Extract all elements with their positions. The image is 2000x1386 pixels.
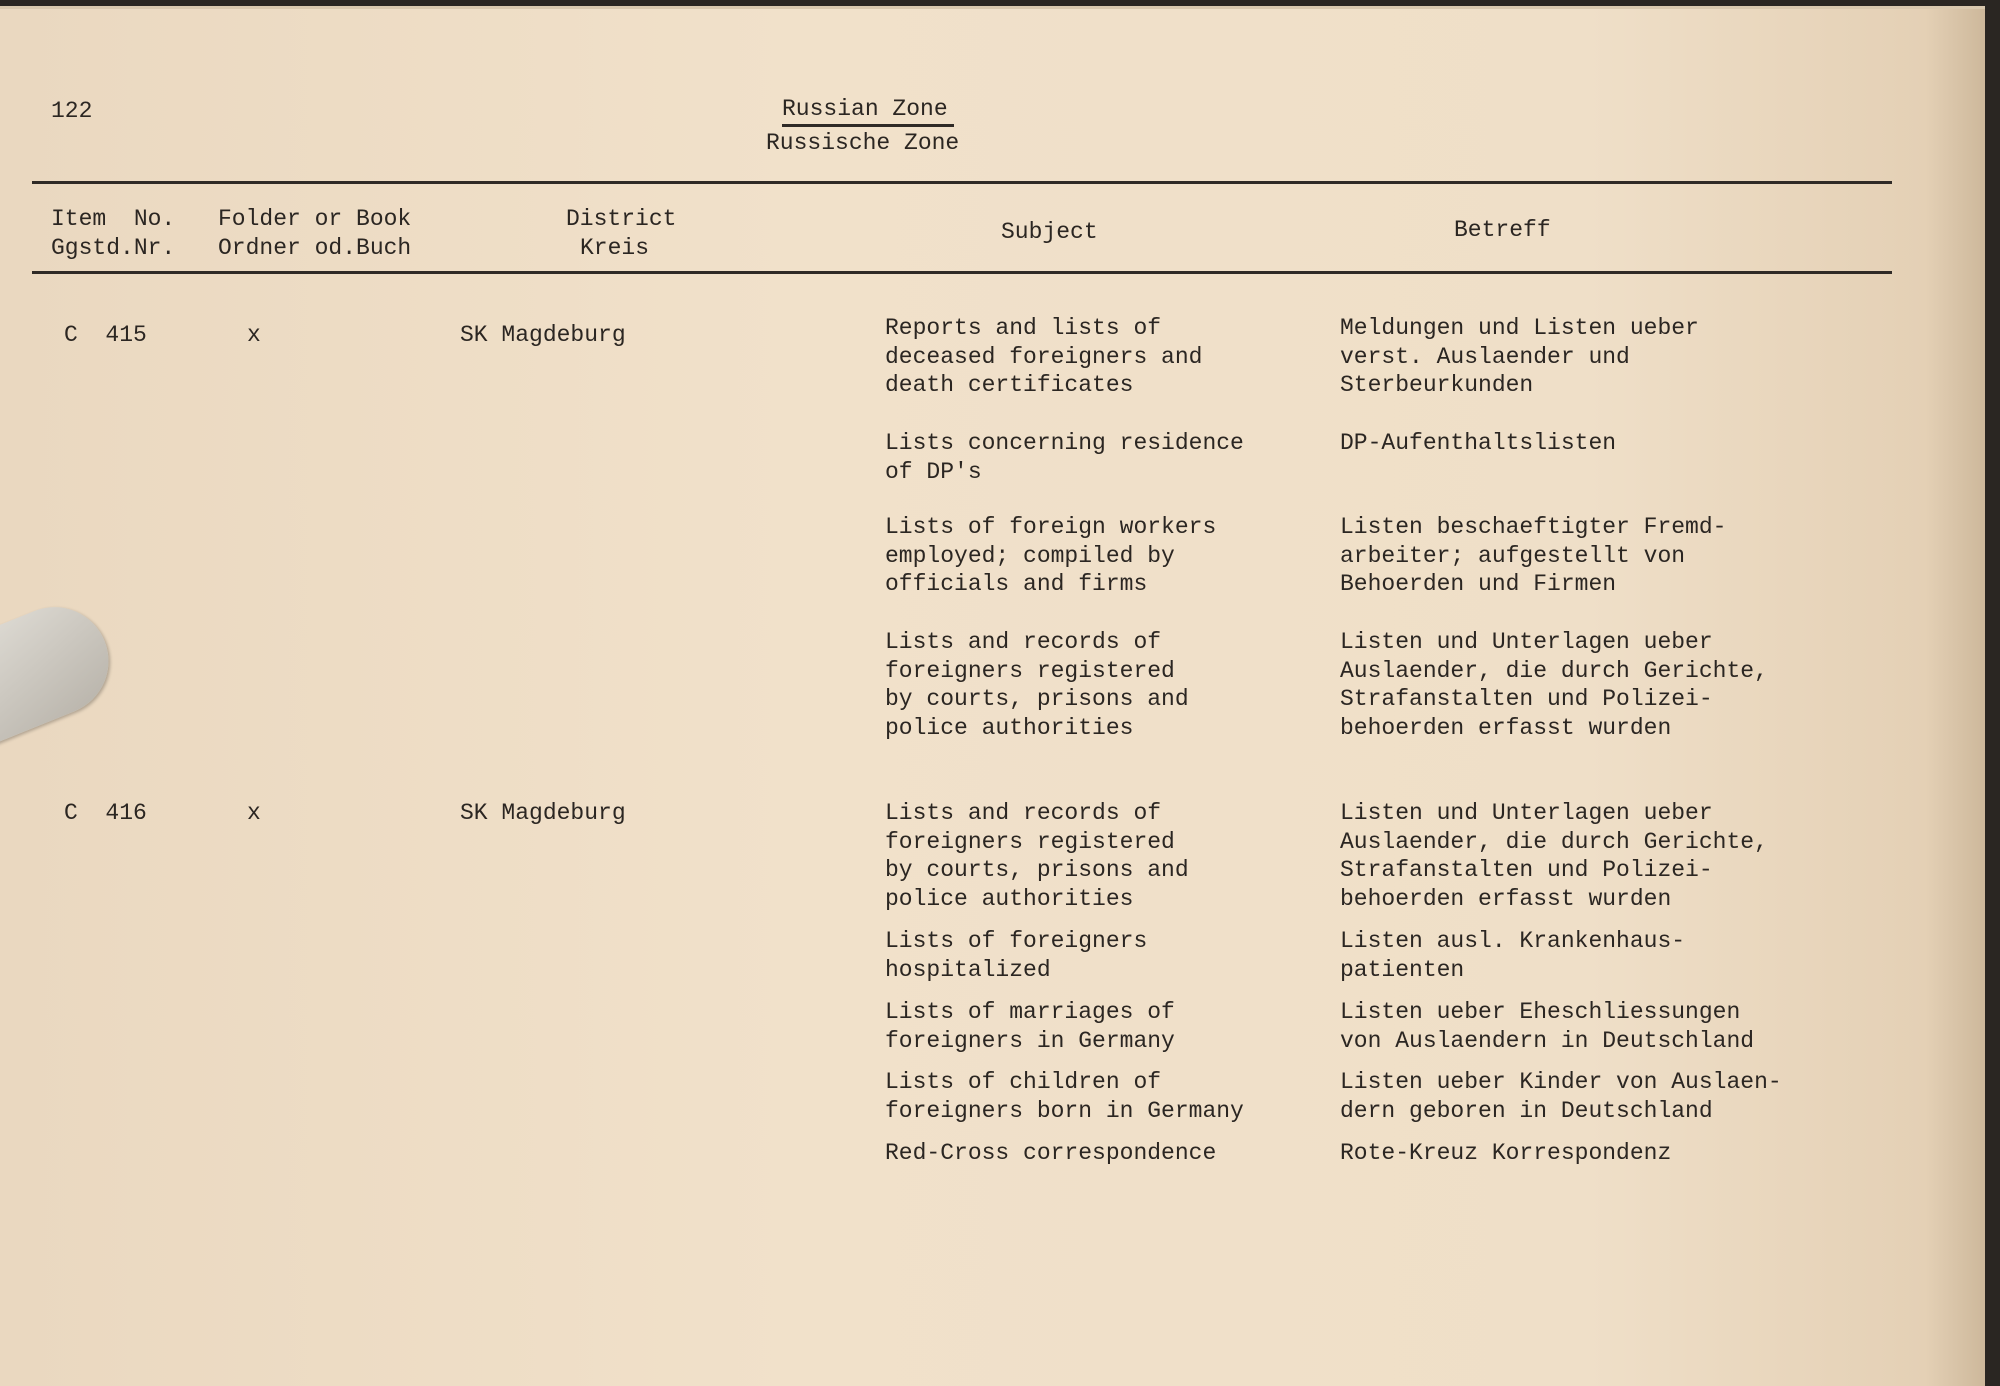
subject-text: Lists and records of foreigners registered by courts, prisons and police authorities [885, 629, 1189, 742]
header-folder-en: Folder or Book [218, 206, 412, 232]
subject-text: Lists of foreign workers employed; compiled by officials and firms [885, 514, 1217, 598]
betreff-text: Listen beschaeftigter Fremd- arbeiter; aufgestellt von Behoerden und Firmen [1340, 514, 1727, 598]
betreff-text: Listen und Unterlagen ueber Auslaender, die durch Gerichte, Strafanstalten und Polizei- behoerden erfasst wurden [1340, 800, 1768, 913]
document-page [0, 6, 1985, 1386]
header-betreff: Betreff [1454, 217, 1551, 243]
betreff-text: Meldungen und Listen ueber verst. Auslaender und Sterbeurkunden [1340, 315, 1699, 399]
header-district-en: District [566, 206, 677, 232]
folder-mark: x [247, 322, 261, 348]
header-item-de: Ggstd.Nr. [51, 235, 176, 261]
item-number: C 416 [64, 800, 147, 826]
title-de: Russische Zone [766, 130, 960, 156]
district: SK Magdeburg [460, 800, 626, 826]
item-number: C 415 [64, 322, 147, 348]
folder-mark: x [247, 800, 261, 826]
header-district-de: Kreis [580, 235, 650, 261]
betreff-text: DP-Aufenthaltslisten [1340, 430, 1617, 456]
subject-text: Lists and records of foreigners registered by courts, prisons and police authorities [885, 800, 1189, 913]
subject-text: Lists of foreigners hospitalized [885, 928, 1148, 983]
subject-text: Red-Cross correspondence [885, 1140, 1217, 1166]
title-en: Russian Zone [782, 95, 954, 127]
header-subject: Subject [1001, 219, 1098, 245]
header-rule [32, 271, 1892, 274]
subject-text: Reports and lists of deceased foreigners and death certificates [885, 315, 1203, 399]
subject-text: Lists of marriages of foreigners in Germany [885, 999, 1175, 1054]
subject-text: Lists of children of foreigners born in Germany [885, 1069, 1244, 1124]
top-rule [32, 181, 1892, 184]
header-folder-de: Ordner od.Buch [218, 235, 412, 261]
page-tab-clip [0, 591, 125, 747]
district: SK Magdeburg [460, 322, 626, 348]
betreff-text: Rote-Kreuz Korrespondenz [1340, 1140, 1672, 1166]
subject-text: Lists concerning residence of DP's [885, 430, 1244, 485]
betreff-text: Listen ueber Eheschliessungen von Auslaendern in Deutschland [1340, 999, 1755, 1054]
header-item-en: Item No. [51, 206, 176, 232]
betreff-text: Listen und Unterlagen ueber Auslaender, die durch Gerichte, Strafanstalten und Polizei- behoerden erfasst wurden [1340, 629, 1768, 742]
betreff-text: Listen ausl. Krankenhaus- patienten [1340, 928, 1686, 983]
betreff-text: Listen ueber Kinder von Auslaen- dern geboren in Deutschland [1340, 1069, 1782, 1124]
page-number: 122 [51, 98, 93, 124]
